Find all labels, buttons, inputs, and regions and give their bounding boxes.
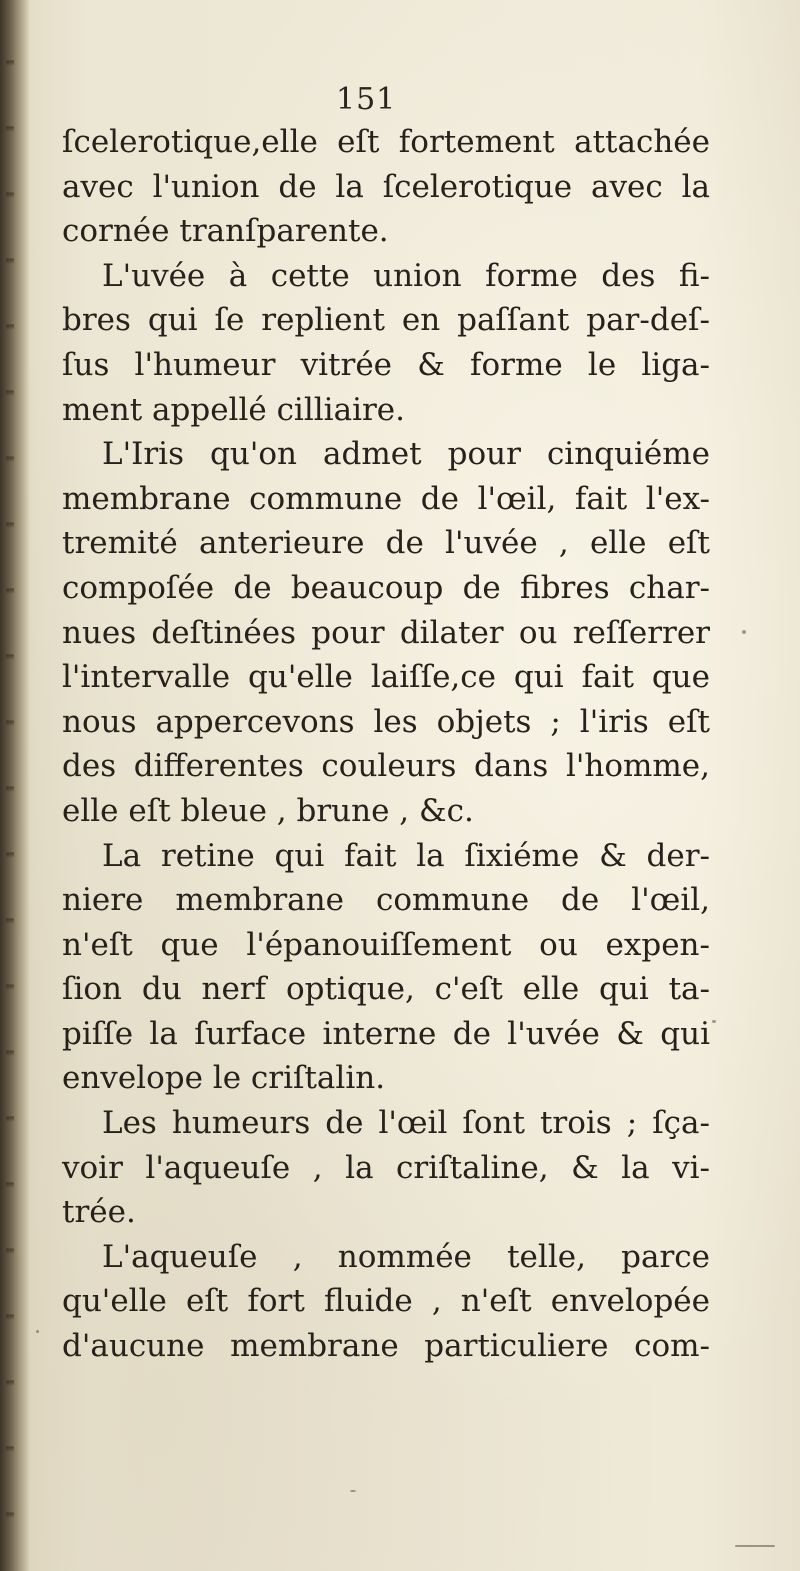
paragraph-start-line: L'uvée à cette union forme des fi- (102, 257, 710, 294)
text-line: ſion du nerf optique, c'eſt elle qui ta- (62, 971, 710, 1008)
text-line: piſſe la ſurface interne de l'uvée & qui (62, 1015, 710, 1052)
text-line: qu'elle eſt fort fluide , n'eſt envelopée (62, 1283, 710, 1320)
text-line: voir l'aqueuſe , la criſtaline, & la vi- (62, 1149, 710, 1186)
paper-speck (735, 1545, 775, 1547)
text-line: d'aucune membrane particuliere com- (62, 1328, 710, 1365)
text-line: ſcelerotique,elle eſt fortement attachée (62, 124, 710, 160)
text-line: envelope le criſtalin. (62, 1060, 386, 1097)
text-line: elle eſt bleue , brune , &c. (62, 792, 474, 829)
text-line: ſus l'humeur vitrée & forme le liga- (62, 346, 710, 383)
text-line: membrane commune de l'œil, fait l'ex- (62, 480, 710, 517)
paper-speck (712, 1020, 716, 1023)
paper-speck (350, 1490, 356, 1492)
paragraph-start-line: La retine qui fait la ſixiéme & der- (102, 837, 710, 874)
text-line: cornée tranſparente. (62, 213, 389, 250)
body-text (62, 120, 710, 1369)
text-line: n'eſt que l'épanouiſſement ou expen- (62, 926, 710, 963)
text-line: bres qui ſe replient en paſſant par-deſ- (62, 302, 710, 339)
paragraph-start-line: Les humeurs de l'œil ſont trois ; ſça- (102, 1105, 710, 1142)
text-line: niere membrane commune de l'œil, (62, 882, 710, 919)
paper-speck (36, 1330, 39, 1333)
binding-stitching (6, 0, 14, 1571)
text-line: trée. (62, 1194, 136, 1231)
text-line: tremité anterieure de l'uvée , elle eſt (62, 525, 710, 562)
paragraph-start-line: L'aqueuſe , nommée telle, parce (102, 1238, 710, 1275)
text-line: avec l'union de la ſcelerotique avec la (62, 168, 710, 205)
text-line: ment appellé cilliaire. (62, 391, 405, 428)
text-line: nous appercevons les objets ; l'iris eſt (62, 703, 710, 740)
text-line: nues deſtinées pour dilater ou reſſerrer (62, 614, 710, 651)
page-number: 151 (336, 82, 397, 117)
text-line: des differentes couleurs dans l'homme, (62, 748, 710, 785)
paper-speck (742, 630, 746, 634)
paragraph-start-line: L'Iris qu'on admet pour cinquiéme (102, 436, 710, 473)
text-line: compoſée de beaucoup de fibres char- (62, 569, 710, 606)
text-line: l'intervalle qu'elle laiſſe,ce qui fait que (62, 659, 710, 696)
book-binding-shadow (0, 0, 30, 1571)
